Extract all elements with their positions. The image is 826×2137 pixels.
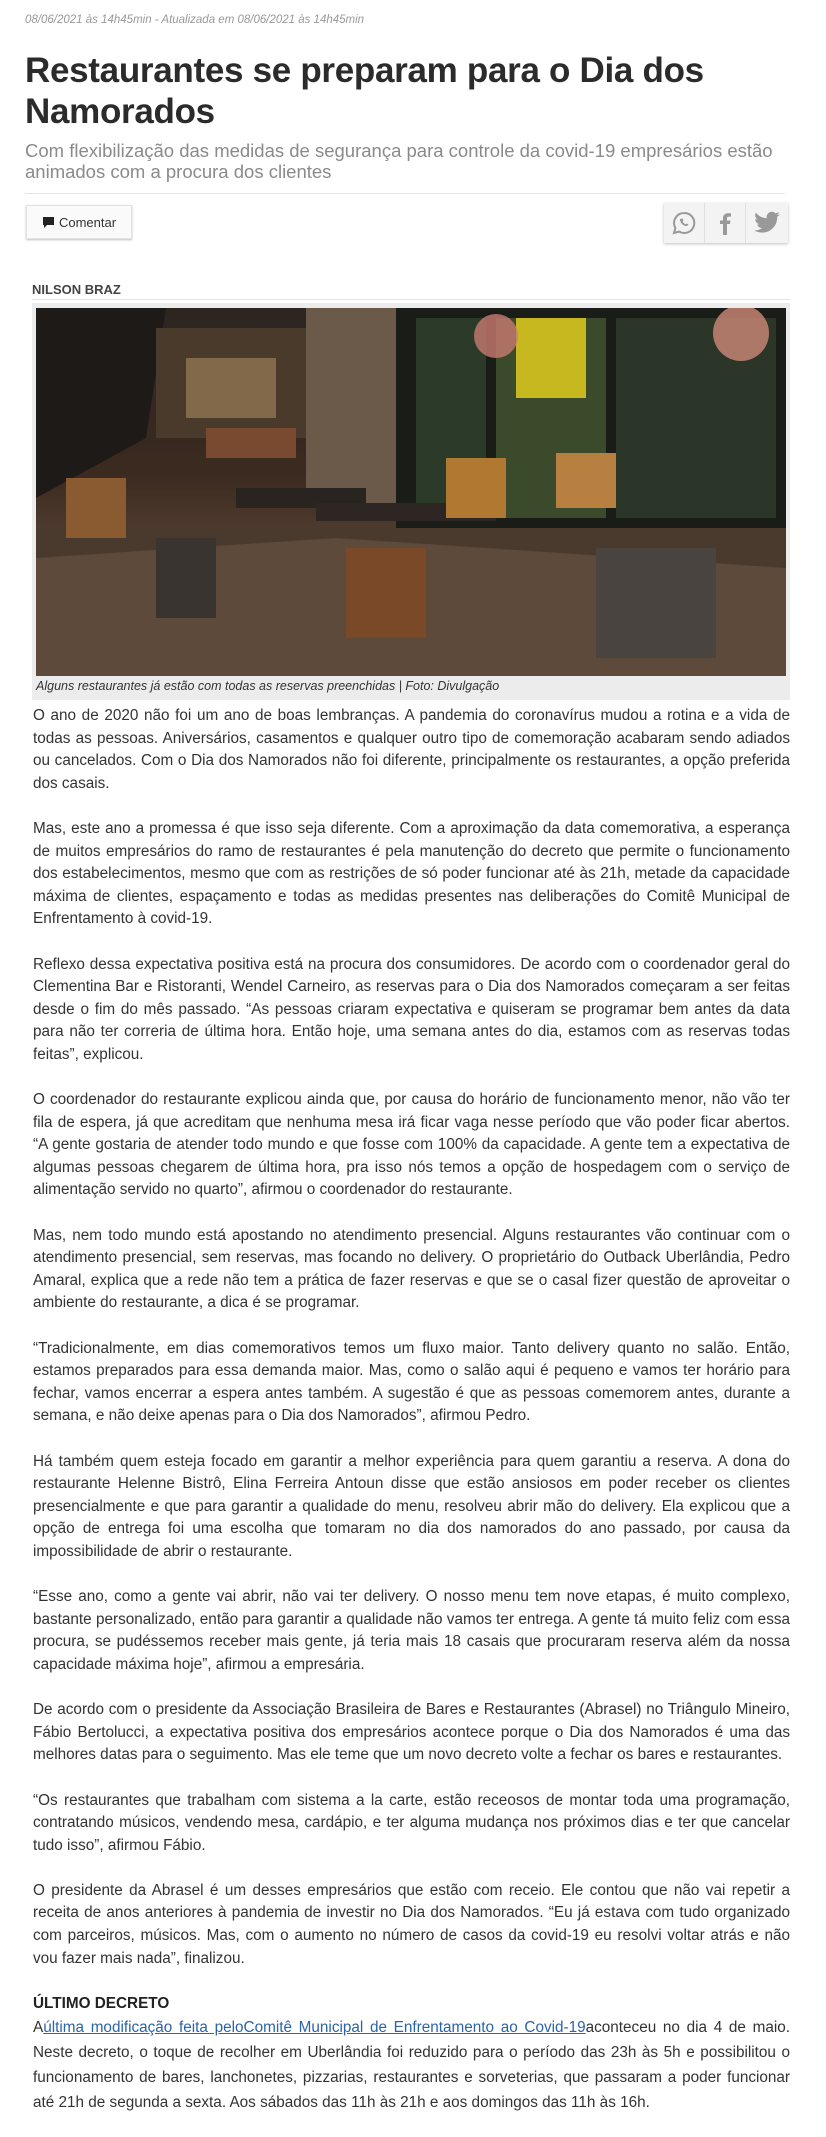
text: A bbox=[33, 2018, 44, 2036]
section-heading: ÚLTIMO DECRETO bbox=[33, 1994, 170, 2012]
paragraph: O coordenador do restaurante explicou ainda que, por causa do horário de funcionamento menor, não vão ter fila de espera, já que acreditam que nenhuma mesa irá ficar vaga nesse período que vão poder ficar abertos. “A gente gostaria de atender todo mundo e que fosse com 100% da capacidade. A gente tem a expectativa de algumas pessoas chegarem de última hora, pra isso nós temos a opção de hospedagem com o serviço de alimentação servido no quarto”, afirmou o coordenador do restaurante. bbox=[33, 1091, 790, 1199]
comment-button[interactable] bbox=[26, 205, 132, 239]
text: aconteceu no dia 4 de maio. Neste decreto, o toque de recolher em Uberlândia foi reduzido para o período das 23h às 5h e possibilitou o funcionamento de bares, lanchonetes, pizzarias, restaurantes e sorveterias, que passaram a poder funcionar até 21h de segunda a sexta. Aos sábados das 11h às 21h e aos domingos das 11h às 16h. bbox=[33, 2018, 790, 2111]
share-whatsapp-button[interactable] bbox=[664, 203, 705, 243]
paragraph: Mas, este ano a promessa é que isso seja diferente. Com a aproximação da data comemorativa, a esperança de muitos empresários do ramo de restaurantes é pela manutenção do decreto que permite o funcionamento dos estabelecimentos, mesmo que com as restrições de só poder funcionar até às 21h, metade da capacidade máxima de clientes, espaçamento e todas as medidas presentes nas deliberações do Comitê Municipal de Enfrentamento à covid-19. bbox=[33, 819, 790, 928]
whatsapp-icon bbox=[671, 210, 697, 236]
comment-icon bbox=[42, 216, 55, 229]
paragraph: O ano de 2020 não foi um ano de boas lembranças. A pandemia do coronavírus mudou a rotina e a vida de todas as pessoas. Aniversários, casamentos e qualquer outro tipo de comemoração acabaram sendo adiados ou cancelados. Com o Dia dos Namorados não foi diferente, principalmente os restaurantes, a opção preferida dos casais. bbox=[33, 707, 790, 792]
article-body bbox=[33, 705, 790, 2137]
decree-link[interactable]: última modificação feita pelo bbox=[43, 2018, 244, 2036]
paragraph: Mas, nem todo mundo está apostando no atendimento presencial. Alguns restaurantes vão continuar com o atendimento presencial, sem reservas, mas focando no delivery. O proprietário do Outback Uberlândia, Pedro Amaral, explica que a rede não tem a prática de fazer reservas e que se o casal fizer questão de aproveitar o ambiente do restaurante, a dica é se programar. bbox=[33, 1226, 790, 1312]
publish-date: 08/06/2021 às 14h45min - Atualizada em 08/06/2021 às 14h45min bbox=[25, 14, 365, 26]
page-title: Restaurantes se preparam para o Dia dos Namorados bbox=[25, 51, 704, 131]
restaurant-photo bbox=[36, 308, 786, 676]
paragraph: “Tradicionalmente, em dias comemorativos temos um fluxo maior. Tanto delivery quanto no salão. Então, estamos preparados para essa demanda maior. Mas, como o salão aqui é pequeno e vamos ter horário para fechar, vamos encerrar a espera antes também. A sugestão é que as pessoas comemorem antes, durante a semana, e não deixe apenas para o Dia dos Namorados”, afirmou Pedro. bbox=[33, 1339, 790, 1425]
photo-caption: Alguns restaurantes já estão com todas as reservas preenchidas | Foto: Divulgação bbox=[36, 679, 500, 693]
committee-link[interactable]: Comitê Municipal de Enfrentamento ao Covid-19 bbox=[243, 2018, 586, 2036]
paragraph bbox=[33, 2015, 790, 2115]
paragraph: O presidente da Abrasel é um desses empresários que estão com receio. Ele contou que não vai repetir a receita de anos anteriores à pandemia de investir no Dia dos Namorados. “Eu já estava com tudo organizado com parceiros, músicos. Mas, com o aumento no número de casos da covid-19 eu resolvi voltar atrás e não vou fazer mais nada”, finalizou. bbox=[33, 1881, 790, 1967]
share-buttons bbox=[664, 203, 788, 243]
paragraph: Reflexo dessa expectativa positiva está na procura dos consumidores. De acordo com o coordenador geral do Clementina Bar e Ristoranti, Wendel Carneiro, as reservas para o Dia dos Namorados começaram a ser feitas desde o fim do mês passado. “As pessoas criaram expectativa e quiseram se programar bem antes da data para não ter correria de última hora. Então hoje, uma semana antes do dia, estamos com as reservas todas feitas”, explicou. bbox=[33, 955, 790, 1063]
facebook-icon bbox=[715, 210, 735, 236]
twitter-icon bbox=[753, 211, 781, 235]
share-twitter-button[interactable] bbox=[746, 203, 788, 243]
restaurant-interior-image bbox=[36, 308, 786, 676]
paragraph: Há também quem esteja focado em garantir a melhor experiência para quem garantiu a reserva. A dona do restaurante Helenne Bistrô, Elina Ferreira Antoun disse que estão ansiosos em poder receber os clientes presencialmente e que para garantir a qualidade do menu, resolveu abrir mão do delivery. Ela explicou que a opção de entrega foi uma escolha que tomaram no dia dos namorados do ano passado, por causa da impossibilidade de abrir o restaurante. bbox=[33, 1452, 790, 1560]
comment-label: Comentar bbox=[58, 214, 117, 230]
paragraph: De acordo com o presidente da Associação Brasileira de Bares e Restaurantes (Abrasel) no Triângulo Mineiro, Fábio Bertolucci, a expectativa positiva dos empresários acontece porque o Dia dos Namorados é uma das melhores datas para o seguimento. Mas ele teme que um novo decreto volte a fechar os bares e restaurantes. bbox=[33, 1701, 790, 1764]
article-figure bbox=[32, 303, 790, 700]
subtitle: Com flexibilização das medidas de segurança para controle da covid-19 empresários estão animados com a procura dos clientes bbox=[25, 140, 773, 182]
author-name: NILSON BRAZ bbox=[32, 282, 121, 297]
paragraph: “Os restaurantes que trabalham com sistema a la carte, estão receosos de montar toda uma programação, contratando músicos, vendendo mesa, cardápio, e ter alguma mudança nos próximos dias e ter que cancelar tudo isso”, afirmou Fábio. bbox=[33, 1791, 790, 1854]
share-facebook-button[interactable] bbox=[705, 203, 746, 243]
divider bbox=[32, 299, 790, 300]
paragraph: “Esse ano, como a gente vai abrir, não vai ter delivery. O nosso menu tem nove etapas, é muito complexo, bastante personalizado, então para garantir a qualidade não vamos ter entrega. A gente tá muito feliz com essa procura, se pudéssemos receber mais gente, já teria mais 18 casais que procuraram reserva além da nossa capacidade máxima hoje”, afirmou a empresária. bbox=[33, 1588, 790, 1673]
divider bbox=[25, 193, 785, 194]
